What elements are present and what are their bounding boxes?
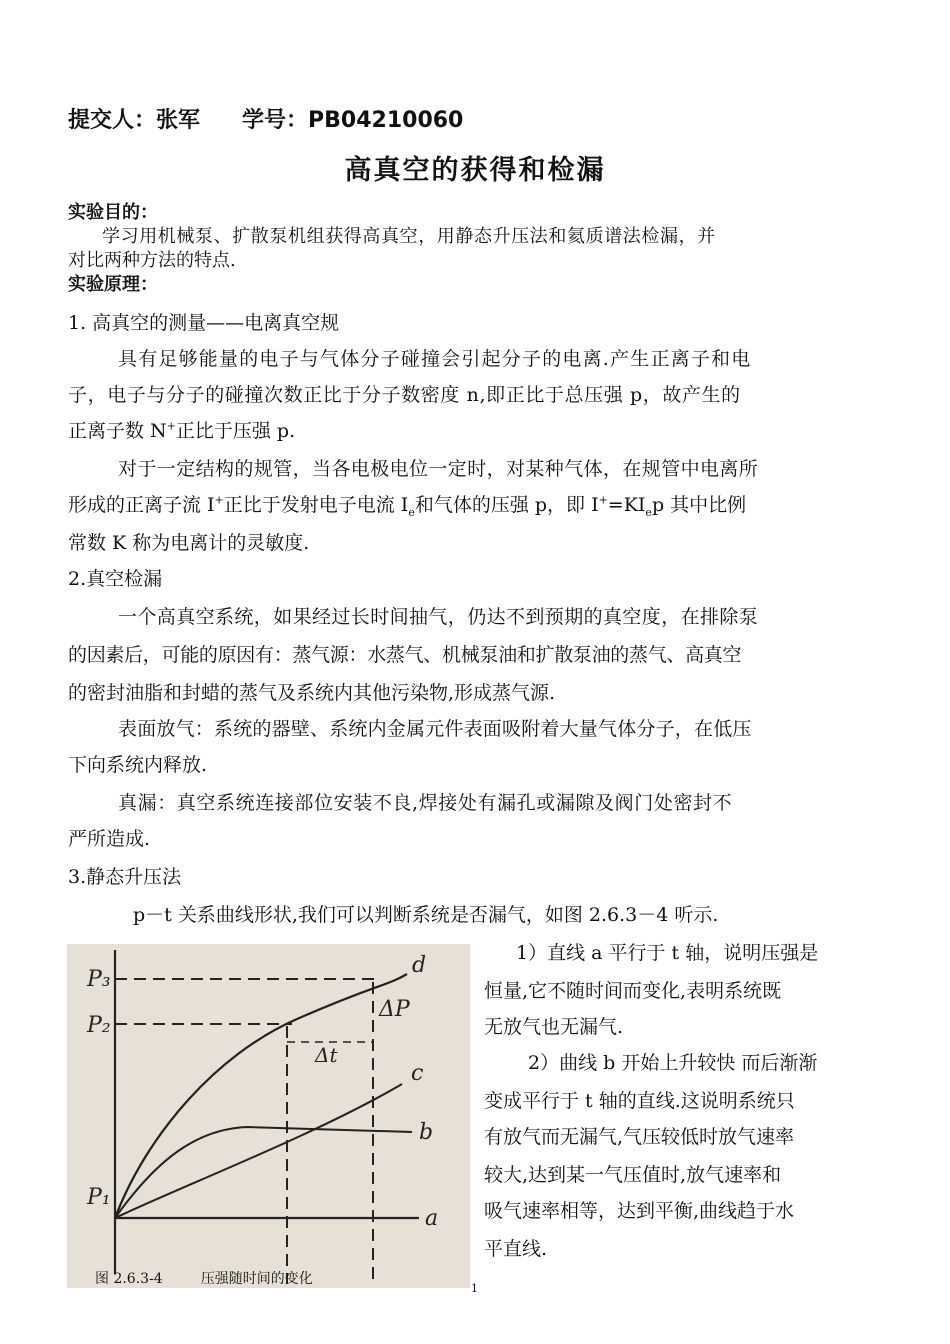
part2-p3-line-1: 真漏：真空系统连接部位安装不良,焊接处有漏孔或漏隙及阀门处密封不 bbox=[118, 792, 733, 814]
p3-label: P₃ bbox=[87, 967, 111, 992]
submitter-label: 提交人：张军 bbox=[68, 108, 201, 133]
part2-p1-line-1: 一个高真空系统，如果经过长时间抽气，仍达不到预期的真空度，在排除泵 bbox=[118, 606, 759, 628]
superscript: + bbox=[166, 419, 176, 433]
part3-heading: 3.静态升压法 bbox=[68, 866, 182, 888]
delta-t-label: Δt bbox=[315, 1043, 338, 1067]
part2-p3-line-2: 严所造成. bbox=[68, 828, 151, 850]
purpose-line-2: 对比两种方法的特点. bbox=[68, 250, 236, 271]
right-line-6: 有放气而无漏气,气压较低时放气速率 bbox=[484, 1126, 795, 1148]
text-span: 形成的正离子流 I bbox=[68, 494, 215, 516]
text-span: =KI bbox=[607, 494, 646, 516]
right-line-3: 无放气也无漏气. bbox=[484, 1016, 624, 1038]
text-span: 正离子数 N bbox=[68, 420, 167, 442]
part1-p2-line-1: 对于一定结构的规管，当各电极电位一定时，对某种气体，在规管中电离所 bbox=[118, 458, 759, 480]
purpose-line-1: 学习用机械泵、扩散泵机组获得高真空，用静态升压法和氦质谱法检漏，并 bbox=[102, 226, 716, 247]
p2-label: P₂ bbox=[87, 1013, 111, 1038]
part2-p2-line-1: 表面放气：系统的器壁、系统内金属元件表面吸附着大量气体分子，在低压 bbox=[118, 718, 752, 740]
right-line-8: 吸气速率相等，达到平衡,曲线趋于水 bbox=[484, 1200, 795, 1222]
curve-c bbox=[115, 1084, 402, 1218]
right-line-9: 平直线. bbox=[484, 1238, 548, 1260]
part1-heading: 1. 高真空的测量——电离真空规 bbox=[68, 312, 340, 334]
curve-a-label: a bbox=[425, 1206, 439, 1231]
part2-p1-line-2: 的因素后，可能的原因有：蒸气源：水蒸气、机械泵油和扩散泵油的蒸气、高真空 bbox=[68, 644, 742, 666]
part1-p1-line-2: 子，电子与分子的碰撞次数正比于分子数密度 n,即正比于总压强 p，故产生的 bbox=[68, 384, 741, 406]
submitter-line bbox=[68, 108, 463, 134]
part1-p2-line-3: 常数 K 称为电离计的灵敏度. bbox=[68, 532, 310, 554]
part1-p2-line-2 bbox=[68, 492, 746, 518]
superscript: + bbox=[598, 493, 608, 507]
part1-p1-line-3 bbox=[68, 418, 295, 444]
right-line-2: 恒量,它不随时间而变化,表明系统既 bbox=[484, 980, 782, 1002]
part2-heading: 2.真空检漏 bbox=[68, 568, 163, 590]
text-span: p 其中比例 bbox=[651, 494, 747, 516]
right-line-5: 变成平行于 t 轴的直线.这说明系统只 bbox=[484, 1090, 795, 1112]
delta-p-label: ΔP bbox=[379, 997, 410, 1022]
part3-intro: p－t 关系曲线形状,我们可以判断系统是否漏气，如图 2.6.3－4 听示. bbox=[133, 904, 719, 926]
figure-caption bbox=[95, 1268, 313, 1288]
curve-b bbox=[115, 1127, 412, 1218]
student-id-label: 学号：PB04210060 bbox=[242, 108, 464, 133]
subscript: e bbox=[645, 505, 652, 519]
curve-d bbox=[115, 974, 407, 1218]
subscript: e bbox=[408, 505, 415, 519]
right-line-7: 较大,达到某一气压值时,放气速率和 bbox=[484, 1164, 782, 1186]
text-span: 正比于压强 p. bbox=[175, 420, 296, 442]
pressure-time-figure bbox=[67, 944, 470, 1288]
superscript: + bbox=[214, 493, 224, 507]
page-title: 高真空的获得和检漏 bbox=[344, 155, 606, 186]
part2-p2-line-2: 下向系统内释放. bbox=[68, 754, 208, 776]
page-number: 1 bbox=[471, 1282, 478, 1295]
right-line-1: 1）直线 a 平行于 t 轴，说明压强是 bbox=[516, 942, 819, 964]
text-span: 正比于发射电子电流 I bbox=[223, 494, 409, 516]
pressure-curves-svg bbox=[67, 944, 470, 1288]
part1-p1-line-1: 具有足够能量的电子与气体分子碰撞会引起分子的电离.产生正离子和电 bbox=[118, 348, 752, 370]
part2-p1-line-3: 的密封油脂和封蜡的蒸气及系统内其他污染物,形成蒸气源. bbox=[68, 682, 556, 704]
text-span: 和气体的压强 p，即 I bbox=[414, 494, 599, 516]
right-line-4: 2）曲线 b 开始上升较快 而后渐渐 bbox=[528, 1052, 818, 1074]
curve-c-label: c bbox=[411, 1061, 424, 1086]
curve-d-label: d bbox=[412, 953, 427, 978]
curve-b-label: b bbox=[419, 1120, 434, 1145]
caption-text: 压强随时间的变化 bbox=[200, 1271, 313, 1287]
caption-number: 图 2.6.3-4 bbox=[95, 1271, 163, 1287]
purpose-heading: 实验目的： bbox=[68, 202, 158, 223]
p1-label: P₁ bbox=[87, 1185, 111, 1210]
principle-heading: 实验原理： bbox=[68, 274, 158, 295]
